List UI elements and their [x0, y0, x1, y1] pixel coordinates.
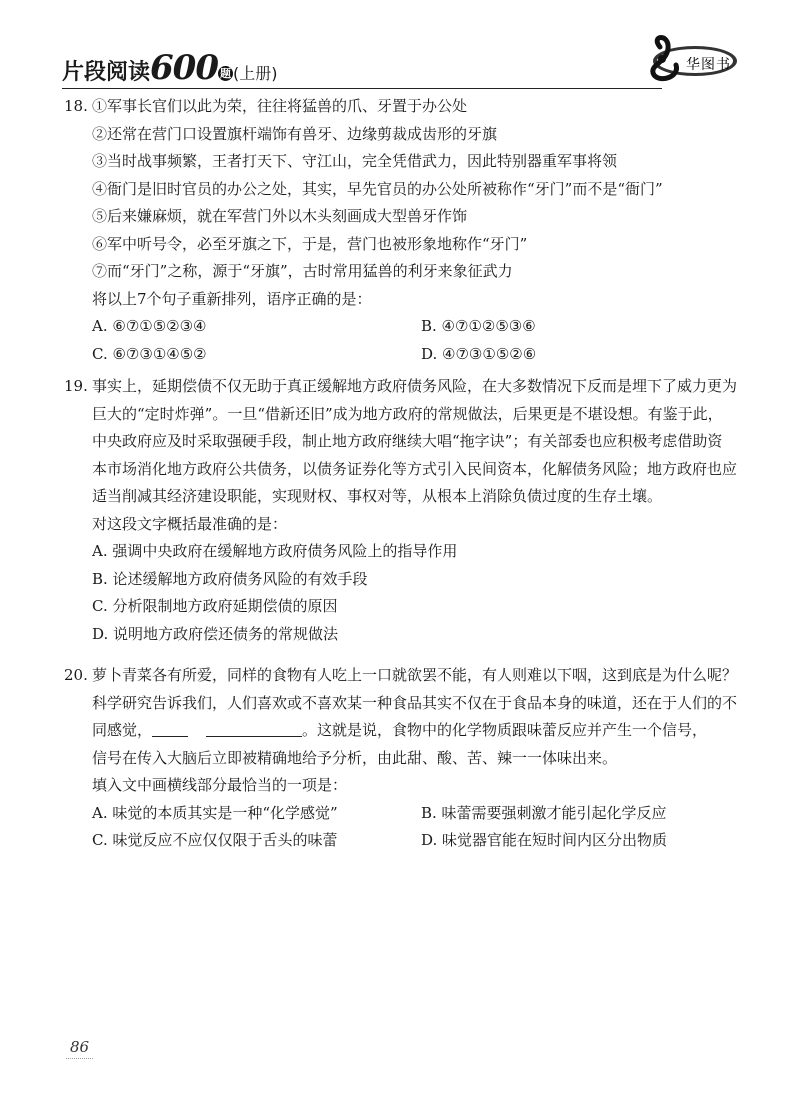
page-number: 86: [66, 1036, 93, 1059]
q19-passage-line-3: 中央政府应及时采取强硬手段，制止地方政府继续大唱“拖字诀”；有关部委也应积极考虑借助资: [92, 432, 723, 450]
book-title-suffix: (上册): [233, 64, 278, 83]
q18-option-a[interactable]: A. ⑥⑦①⑤②③④: [92, 317, 207, 335]
q18-sentence-6: ⑥军中听号令，必至牙旗之下，于是，营门也被形象地称作“牙门”: [92, 234, 528, 253]
q20-option-d[interactable]: D. 味觉器官能在短时间内区分出物质: [421, 831, 668, 849]
q18-line: [64, 93, 744, 121]
q19-option-c[interactable]: C. 分析限制地方政府延期偿债的原因: [92, 597, 338, 615]
q20-number: 20.: [64, 666, 88, 684]
book-title-badge: 题: [220, 67, 231, 80]
q20-line3-start: 同感觉，: [92, 721, 153, 739]
book-title: [62, 48, 278, 88]
q20-options-row-1: [64, 800, 744, 828]
q20-passage-line-3: [64, 717, 744, 745]
q20-prompt: 填入文中画横线部分最恰当的一项是：: [92, 776, 348, 794]
logo-text: 华图书: [686, 57, 731, 73]
q20-option-a[interactable]: A. 味觉的本质其实是一种“化学感觉”: [92, 803, 338, 822]
q19-option-d[interactable]: D. 说明地方政府偿还债务的常规做法: [92, 624, 339, 643]
q19-passage-line-2: 巨大的“定时炸弹”。一旦“借新还旧”成为地方政府的常规做法，后果更是不堪设想。有鉴于此，: [92, 404, 723, 423]
page-header: [62, 40, 712, 88]
book-title-prefix: 片段阅读: [62, 60, 151, 85]
q20-option-b[interactable]: B. 味蕾需要强刺激才能引起化学反应: [421, 803, 667, 822]
q18-sentence-2: ②还常在营门口设置旗杆端饰有兽牙、边缘剪裁成齿形的牙旗: [92, 124, 498, 143]
q19-passage-line-4: 本市场消化地方政府公共债务，以债务证券化等方式引入民间资本，化解债务风险；地方政府也应: [92, 459, 738, 478]
q18-sentence-4: ④衙门是旧时官员的办公之处，其实，早先官员的办公处所被称作“牙门”而不是“衙门”: [92, 179, 663, 198]
q18-option-d[interactable]: D. ④⑦③①⑤②⑥: [421, 344, 537, 363]
question-20: [64, 662, 744, 855]
q18-number: 18.: [64, 97, 88, 115]
q19-line: [64, 373, 744, 401]
q19-number: 19.: [64, 377, 88, 395]
question-19: [64, 373, 744, 648]
q18-prompt: 将以上7个句子重新排列，语序正确的是：: [92, 289, 372, 308]
q20-passage-line-1: 萝卜青菜各有所爱，同样的食物有人吃上一口就欲罢不能，有人则难以下咽，这到底是为什么呢？: [92, 666, 738, 684]
q18-sentence-3: ③当时战事频繁，王者打天下、守江山，完全凭借武力，因此特别器重军事将领: [92, 152, 618, 170]
question-18: [64, 93, 744, 368]
q20-line3-end: 。这就是说，食物中的化学物质跟味蕾反应并产生一个信号，: [302, 721, 708, 739]
q19-passage-line-5: 适当削减其经济建设职能，实现财权、事权对等，从根本上消除负债过度的生存土壤。: [92, 487, 663, 505]
q18-sentence-7: ⑦而“牙门”之称，源于“牙旗”，古时常用猛兽的利牙来象征武力: [92, 262, 513, 280]
q20-line: [64, 662, 744, 690]
fill-blank-2: [206, 720, 302, 737]
book-title-number: 600: [150, 48, 218, 88]
q20-passage-line-4: 信号在传入大脑后立即被精确地给予分析，由此甜、酸、苦、辣一一体味出来。: [92, 748, 618, 767]
q18-sentence-1: ①军事长官们以此为荣，往往将猛兽的爪、牙置于办公处: [92, 97, 468, 115]
q20-option-c[interactable]: C. 味觉反应不应仅仅限于舌头的味蕾: [92, 831, 338, 849]
q18-option-b[interactable]: B. ④⑦①②⑤③⑥: [421, 317, 536, 335]
q19-passage-line-1: 事实上，延期偿债不仅无助于真正缓解地方政府债务风险，在大多数情况下反而是埋下了威力更为: [92, 377, 738, 395]
fill-blank-1: [152, 720, 188, 737]
q19-option-b[interactable]: B. 论述缓解地方政府债务风险的有效手段: [92, 569, 368, 588]
q19-option-a[interactable]: A. 强调中央政府在缓解地方政府债务风险上的指导作用: [92, 542, 458, 560]
q20-passage-line-2: 科学研究告诉我们，人们喜欢或不喜欢某一种食品其实不仅在于食品本身的味道，还在于人们的不: [92, 693, 738, 712]
q20-options-row-2: [64, 827, 744, 855]
header-rule: [62, 88, 662, 89]
q18-sentence-5: ⑤后来嫌麻烦，就在军营门外以木头刻画成大型兽牙作饰: [92, 207, 468, 225]
q18-options-row-1: [64, 313, 744, 341]
q18-options-row-2: [64, 341, 744, 369]
q18-option-c[interactable]: C. ⑥⑦③①④⑤②: [92, 344, 207, 363]
q19-prompt: 对这段文字概括最准确的是：: [92, 514, 288, 533]
